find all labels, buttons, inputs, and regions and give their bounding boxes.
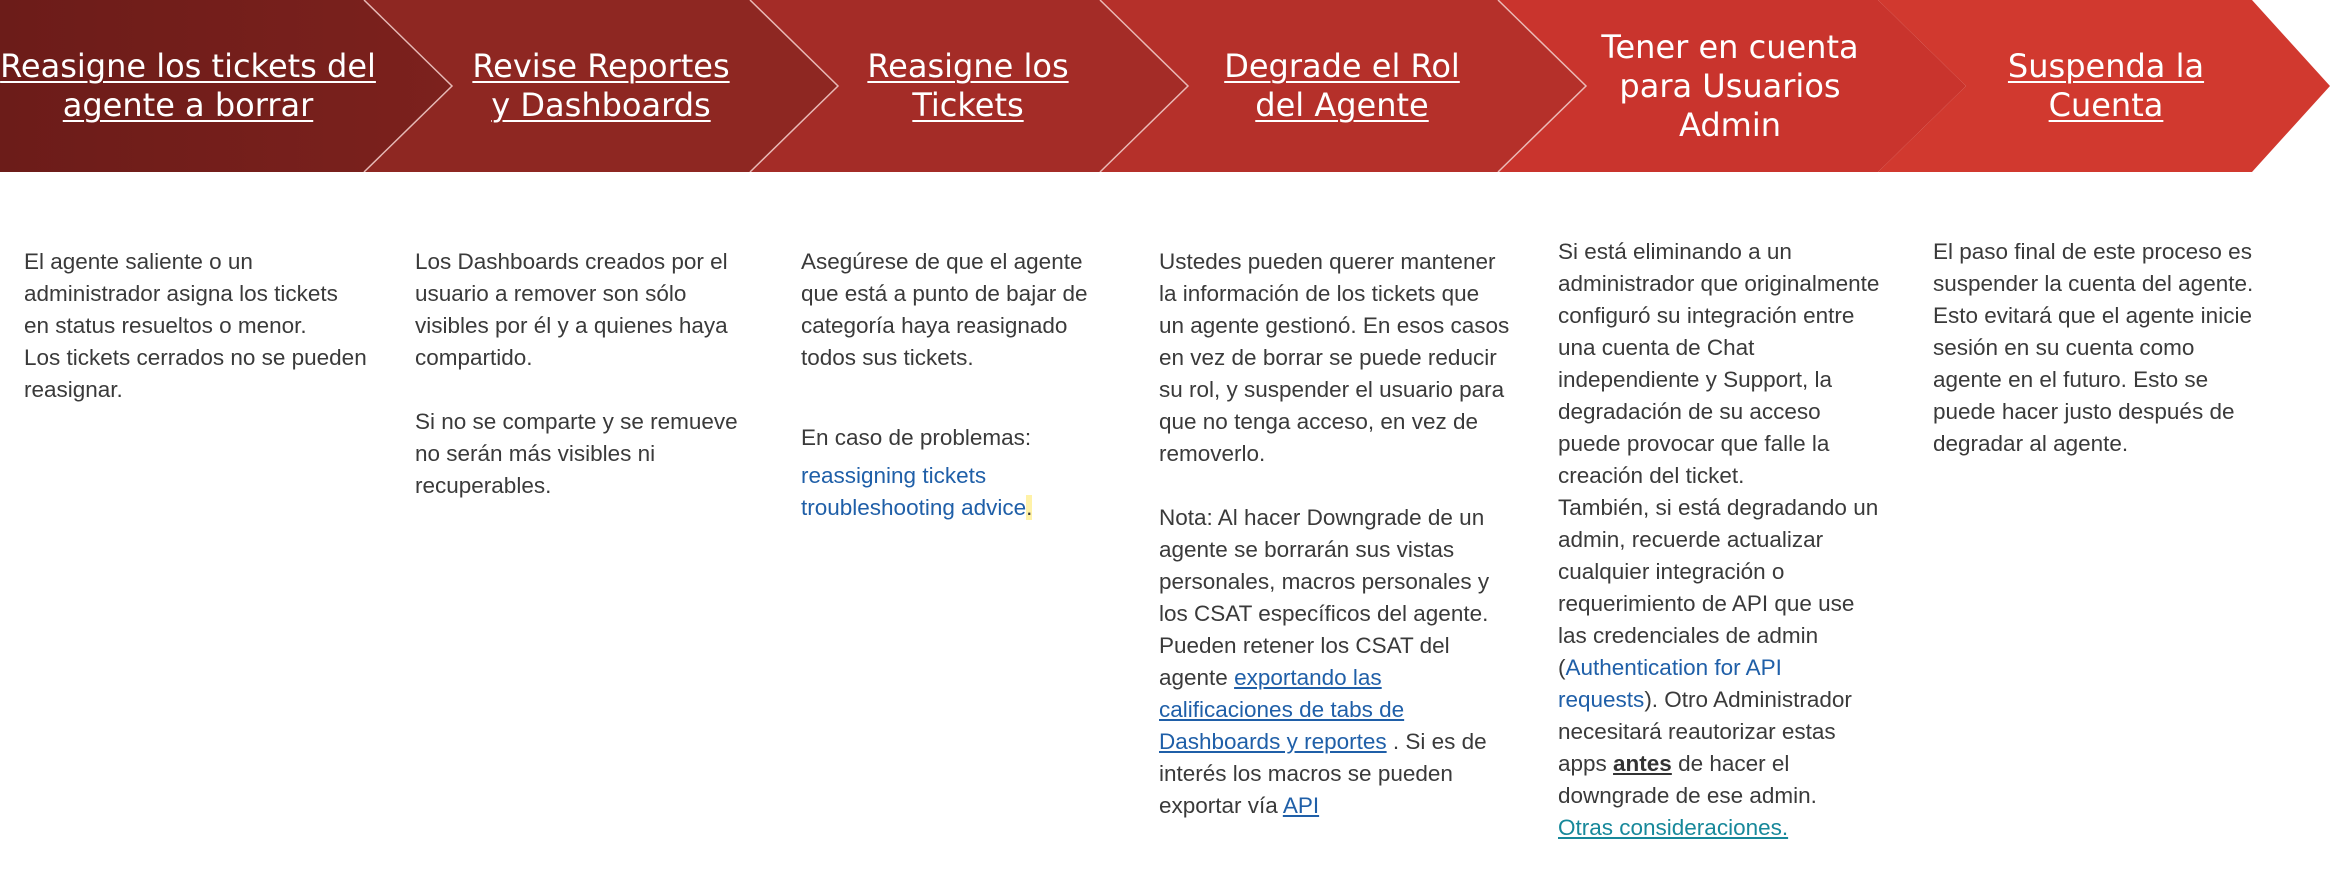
step-3-title[interactable] [800,0,1136,172]
other-considerations-link[interactable]: Otras consideraciones. [1558,815,1789,840]
step-3-paragraph-2: En caso de problemas: [801,425,1032,450]
step-5-title [1540,0,1920,172]
step-5-bold-antes: antes [1613,751,1672,776]
step-2-paragraph-1: Los Dashboards creados por el usuario a remover son sólo visibles por él y a quienes haya compartido. [415,249,728,370]
step-4-paragraph-1: Ustedes pueden querer mantener la información de los tickets que un agente gestionó. En esos casos en vez de borrar se puede reducir su rol, y suspender el usuario para que no tenga acceso, en vez de removerlo. [1159,249,1510,466]
step-5-text-3: de hacer el downgrade de ese admin. [1558,751,1817,808]
step-5-paragraph [1558,236,1928,844]
api-link[interactable]: API [1282,793,1320,818]
step-5-title-text: Tener en cuenta para Usuarios Admin [1601,27,1859,144]
step-3-title-text[interactable]: Reasigne los Tickets [867,47,1069,124]
step-4-paragraph-2 [1159,502,1539,822]
export-ratings-link[interactable]: exportando las calificaciones de tabs de Dashboards y reportes [1159,665,1405,754]
step-6-title-text[interactable]: Suspenda la Cuenta [2007,47,2205,124]
step-5-text-2: ). Otro Administrador necesitará reautorizar estas apps [1558,687,1852,776]
step-3-description [801,246,1141,524]
step-1-text: El agente saliente o un administrador asigna los tickets en status resueltos o menor. Los tickets cerrados no se pueden reasignar. [24,249,367,402]
step-4-description [1159,246,1539,822]
step-5-text-1: Si está eliminando a un administrador que originalmente configuró su integración entre una cuenta de Chat independiente y Support, la degradación de su acceso puede provocar que falle la creación del ticket. También, si está degradando un admin, recuerde actualizar cualquier integración o requerimiento de API que use las credenciales de admin ( [1558,239,1880,680]
step-2-title[interactable] [416,0,786,172]
troubleshooting-advice-link[interactable]: reassigning tickets troubleshooting advice [801,463,1027,520]
step-2-paragraph-2: Si no se comparte y se remueve no serán más visibles ni recuperables. [415,409,738,498]
step-3-period: . [1026,495,1033,520]
step-1-title[interactable] [0,0,376,172]
step-5-description [1558,236,1928,844]
step-3-paragraph-1: Asegúrese de que el agente que está a punto de bajar de categoría haya reasignado todos sus tickets. [801,249,1088,370]
step-4-title-text[interactable]: Degrade el Rol del Agente [1224,47,1460,124]
authentication-api-link[interactable]: Authentication for API requests [1558,655,1782,712]
step-6-title[interactable] [1926,0,2286,172]
step-1-description [24,246,394,406]
step-2-description [415,246,775,502]
step-6-text: El paso final de este proceso es suspender la cuenta del agente. Esto evitará que el agente inicie sesión en su cuenta como agente en el futuro. Esto se puede hacer justo después de degradar al agente. [1933,239,2254,456]
step-4-note-text: Nota: Al hacer Downgrade de un agente se borrarán sus vistas personales, macros personales y los CSAT específicos del agente. Pueden retener los CSAT del agente [1159,505,1490,690]
step-1-title-text[interactable]: Reasigne los tickets del agente a borrar [0,47,376,124]
step-4-note-text-2: . Si es de interés los macros se pueden exportar vía [1159,729,1487,818]
step-6-description [1933,236,2303,460]
step-2-title-text[interactable]: Revise Reportes y Dashboards [472,47,730,124]
step-4-title[interactable] [1150,0,1534,172]
